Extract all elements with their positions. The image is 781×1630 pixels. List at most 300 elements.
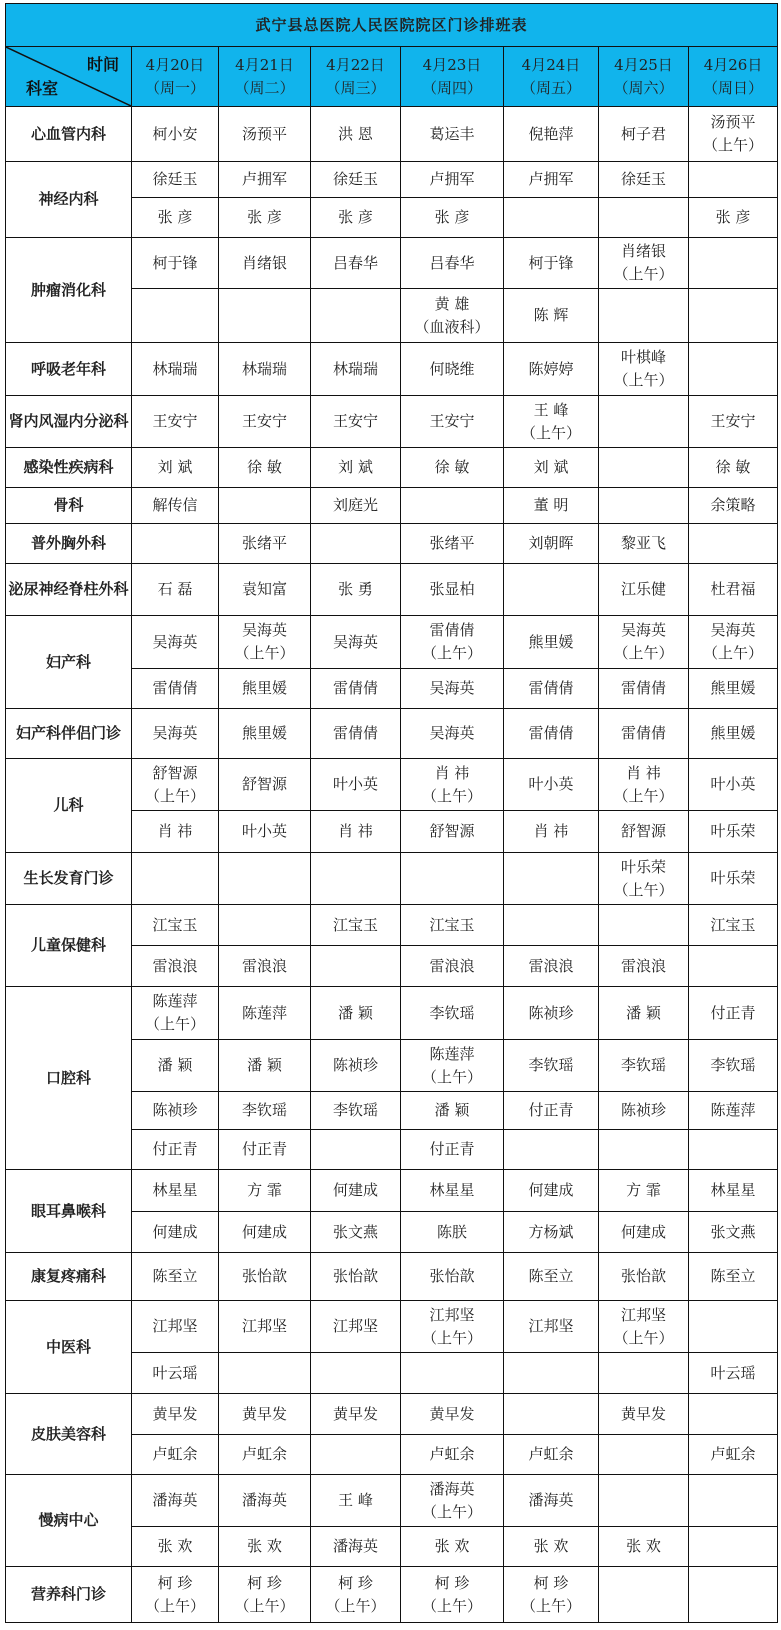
doctor-cell	[599, 1170, 689, 1212]
doctor-name: 张 彦	[157, 208, 193, 226]
doctor-cell	[401, 198, 504, 238]
doctor-cell	[401, 1212, 504, 1253]
doctor-name: 柯 珍	[157, 1573, 193, 1592]
doctor-name: 刘 斌	[533, 458, 569, 476]
doctor-cell	[689, 107, 778, 162]
doctor-cell	[132, 1475, 219, 1527]
doctor-cell	[132, 198, 219, 238]
day-weekday: （周三）	[325, 78, 386, 97]
doctor-name: 舒智源	[241, 775, 287, 793]
doctor-cell	[219, 524, 311, 564]
doctor-name: 潘 颖	[626, 1003, 661, 1022]
doctor-cell	[311, 1170, 401, 1212]
doctor-name: 雷倩倩	[620, 724, 666, 742]
doctor-name: 陈祯珍	[152, 1101, 198, 1119]
doctor-name: 潘海英	[429, 1479, 475, 1498]
doctor-cell	[689, 616, 778, 669]
department-name-line: 口腔科	[45, 1068, 91, 1087]
empty-cell	[599, 198, 689, 238]
doctor-name: 雷倩倩	[620, 679, 666, 697]
empty-cell	[689, 289, 778, 343]
doctor-cell	[504, 1040, 599, 1092]
schedule-row	[6, 396, 778, 448]
doctor-name: 林瑞瑞	[241, 359, 287, 378]
doctor-cell	[132, 946, 219, 987]
doctor-cell	[219, 1130, 311, 1170]
empty-cell	[504, 853, 599, 905]
doctor-name: 陈莲萍	[152, 992, 198, 1010]
doctor-name: 倪艳萍	[528, 124, 574, 143]
doctor-cell	[504, 811, 599, 853]
doctor-cell	[401, 162, 504, 198]
doctor-cell	[132, 1353, 219, 1394]
doctor-cell	[599, 709, 689, 759]
doctor-cell	[401, 1394, 504, 1435]
doctor-name: 张 欢	[533, 1537, 569, 1555]
day-header	[401, 47, 504, 107]
dept-label: 科室	[26, 79, 59, 98]
empty-cell	[132, 289, 219, 343]
doctor-name: 张 欢	[434, 1537, 470, 1555]
title-row	[6, 4, 778, 47]
doctor-name: 柯于锋	[528, 253, 574, 272]
doctor-cell	[132, 1092, 219, 1130]
doctor-cell	[401, 1130, 504, 1170]
department-name-line: 普外胸外科	[30, 534, 106, 552]
schedule-row	[6, 488, 778, 524]
day-header	[132, 47, 219, 107]
empty-cell	[311, 1130, 401, 1170]
doctor-cell	[504, 343, 599, 396]
department-name-line: 呼吸老年科	[30, 359, 106, 378]
doctor-cell	[311, 1475, 401, 1527]
doctor-cell	[401, 811, 504, 853]
doctor-name: 付正青	[528, 1101, 574, 1119]
doctor-name: 江宝玉	[152, 915, 198, 934]
doctor-cell	[401, 1170, 504, 1212]
doctor-cell	[219, 1567, 311, 1623]
doctor-name: 何晓维	[429, 359, 475, 378]
doctor-cell	[401, 1527, 504, 1567]
doctor-name: （上午）	[234, 644, 295, 662]
doctor-cell	[219, 564, 311, 616]
doctor-cell	[401, 1301, 504, 1353]
doctor-cell	[132, 616, 219, 669]
doctor-name: 方 霏	[626, 1181, 661, 1199]
doctor-cell	[401, 564, 504, 616]
doctor-cell	[132, 488, 219, 524]
doctor-name: 吴海英	[332, 632, 378, 651]
doctor-name: （上午）	[613, 1328, 674, 1347]
doctor-name: 叶乐荣	[710, 822, 756, 840]
doctor-cell	[504, 1435, 599, 1475]
doctor-name: 汤预平	[241, 124, 287, 143]
doctor-name: 余策略	[710, 496, 756, 514]
doctor-name: 吴海英	[152, 632, 198, 651]
doctor-cell	[401, 709, 504, 759]
doctor-cell	[689, 1435, 778, 1475]
department-name-line: 妇产科	[15, 724, 61, 742]
doctor-name: 江邦坚	[241, 1317, 287, 1335]
doctor-name: 付正青	[710, 1003, 756, 1022]
doctor-cell	[311, 396, 401, 448]
doctor-name: 方 霏	[247, 1181, 282, 1199]
doctor-cell	[132, 162, 219, 198]
doctor-name: 张怡歆	[620, 1267, 666, 1285]
schedule-table	[5, 3, 778, 1623]
doctor-name: 叶云瑶	[710, 1363, 756, 1382]
doctor-name: 肖 祎	[338, 822, 373, 840]
schedule-row	[6, 448, 778, 488]
doctor-cell	[401, 759, 504, 811]
doctor-cell	[504, 107, 599, 162]
doctor-name: 张显柏	[429, 580, 475, 598]
doctor-cell	[132, 1567, 219, 1623]
schedule-row	[6, 905, 778, 946]
doctor-cell	[599, 1394, 689, 1435]
day-header	[689, 47, 778, 107]
empty-cell	[132, 853, 219, 905]
doctor-name: 董 明	[533, 496, 569, 514]
doctor-cell	[311, 1212, 401, 1253]
doctor-name: （上午）	[703, 136, 764, 154]
empty-cell	[599, 1130, 689, 1170]
schedule-row	[6, 343, 778, 396]
doctor-cell	[311, 1527, 401, 1567]
doctor-cell	[599, 1527, 689, 1567]
doctor-name: 叶小英	[710, 775, 756, 793]
doctor-cell	[132, 448, 219, 488]
schedule-row	[6, 1394, 778, 1435]
doctor-name: 徐廷玉	[152, 170, 198, 188]
empty-cell	[311, 1435, 401, 1475]
department-name-line: 伴侣门诊	[61, 724, 122, 742]
doctor-cell	[504, 946, 599, 987]
doctor-cell	[401, 1567, 504, 1623]
doctor-name: 潘 颖	[338, 1003, 373, 1022]
doctor-cell	[401, 1253, 504, 1301]
doctor-name: 何建成	[241, 1222, 287, 1241]
doctor-cell	[219, 759, 311, 811]
department-name-line: 眼耳鼻喉科	[30, 1201, 106, 1220]
schedule-row	[6, 1170, 778, 1212]
doctor-name: 柯子君	[620, 124, 666, 143]
empty-cell	[689, 1567, 778, 1623]
doctor-cell	[599, 1092, 689, 1130]
doctor-name: 雷倩倩	[429, 621, 475, 639]
doctor-cell	[132, 1040, 219, 1092]
doctor-cell	[219, 1527, 311, 1567]
doctor-name: 潘 颖	[434, 1101, 470, 1119]
doctor-name: 徐 敏	[247, 458, 282, 476]
department-name	[6, 238, 132, 343]
department-name-line: 中医科	[45, 1337, 91, 1356]
doctor-name: （上午）	[421, 644, 482, 662]
doctor-cell	[504, 524, 599, 564]
doctor-cell	[689, 709, 778, 759]
doctor-cell	[599, 669, 689, 709]
schedule-row	[6, 564, 778, 616]
schedule-row	[6, 524, 778, 564]
doctor-cell	[311, 488, 401, 524]
empty-cell	[219, 853, 311, 905]
doctor-name: 雷浪浪	[241, 956, 287, 975]
doctor-name: 李钦瑶	[620, 1056, 666, 1074]
doctor-cell	[311, 1092, 401, 1130]
doctor-name: 肖 祎	[157, 822, 193, 840]
doctor-cell	[689, 987, 778, 1040]
schedule-row	[6, 853, 778, 905]
department-name-line: 脊柱外科	[68, 580, 129, 598]
doctor-name: （上午）	[421, 1067, 482, 1086]
department-name-line: 营养科门诊	[30, 1585, 106, 1603]
doctor-cell	[504, 1475, 599, 1527]
department-name	[6, 1567, 132, 1623]
doctor-name: 肖 祎	[434, 763, 470, 782]
doctor-name: 江宝玉	[429, 915, 475, 934]
doctor-cell	[132, 107, 219, 162]
doctor-cell	[219, 198, 311, 238]
department-name-line: 感染性疾病科	[23, 458, 114, 476]
doctor-name: 柯小安	[152, 124, 198, 143]
doctor-name: 王 峰	[338, 1491, 373, 1509]
department-name-line: 儿童保健科	[30, 936, 106, 954]
doctor-name: 柯 珍	[338, 1573, 373, 1592]
day-header	[311, 47, 401, 107]
doctor-cell	[219, 1040, 311, 1092]
doctor-cell	[599, 343, 689, 396]
empty-cell	[219, 289, 311, 343]
doctor-cell	[132, 987, 219, 1040]
doctor-cell	[132, 905, 219, 946]
doctor-cell	[504, 987, 599, 1040]
doctor-cell	[504, 396, 599, 448]
department-name	[6, 448, 132, 488]
department-name-line: 慢病中心	[38, 1511, 99, 1529]
doctor-cell	[401, 343, 504, 396]
doctor-cell	[504, 616, 599, 669]
doctor-cell	[311, 448, 401, 488]
day-header	[504, 47, 599, 107]
doctor-cell	[132, 1130, 219, 1170]
doctor-name: 叶小英	[528, 775, 574, 793]
doctor-name: 徐 敏	[434, 458, 470, 476]
day-header	[599, 47, 689, 107]
doctor-name: 张 欢	[157, 1537, 193, 1555]
doctor-name: 卢拥军	[241, 170, 287, 188]
doctor-cell	[311, 107, 401, 162]
doctor-cell	[401, 905, 504, 946]
doctor-cell	[311, 1040, 401, 1092]
doctor-name: （上午）	[613, 371, 674, 389]
department-name-line: 肿瘤消化科	[30, 280, 106, 299]
doctor-cell	[504, 1567, 599, 1623]
doctor-name: 舒智源	[152, 763, 198, 782]
doctor-name: 张 勇	[338, 580, 373, 598]
doctor-cell	[504, 1301, 599, 1353]
doctor-cell	[401, 238, 504, 289]
doctor-name: 柯于锋	[152, 253, 198, 272]
schedule-row	[6, 238, 778, 289]
doctor-name: 吴海英	[710, 621, 756, 639]
doctor-name: 张文燕	[710, 1222, 756, 1241]
empty-cell	[599, 488, 689, 524]
doctor-name: 林星星	[710, 1181, 756, 1199]
doctor-cell	[599, 1040, 689, 1092]
doctor-cell	[219, 448, 311, 488]
doctor-name: 付正青	[241, 1140, 287, 1158]
doctor-cell	[132, 238, 219, 289]
day-date: 4月20日	[145, 55, 205, 74]
doctor-name: 袁知富	[241, 580, 287, 598]
day-weekday: （周一）	[144, 78, 205, 97]
doctor-cell	[689, 198, 778, 238]
doctor-name: 叶小英	[241, 822, 287, 840]
department-name-line: 心血管内科	[30, 124, 106, 143]
doctor-name: 陈婷婷	[528, 359, 574, 378]
doctor-cell	[401, 1435, 504, 1475]
doctor-name: 林星星	[429, 1181, 475, 1199]
doctor-name: 肖 祎	[533, 822, 569, 840]
doctor-cell	[219, 1394, 311, 1435]
doctor-name: 陈祯珍	[528, 1003, 574, 1022]
empty-cell	[599, 1475, 689, 1527]
doctor-cell	[689, 853, 778, 905]
doctor-name: 柯 珍	[434, 1573, 470, 1592]
department-name	[6, 709, 132, 759]
doctor-name: （上午）	[613, 644, 674, 662]
day-header	[219, 47, 311, 107]
doctor-name: 何建成	[152, 1222, 198, 1241]
empty-cell	[504, 1130, 599, 1170]
doctor-name: 刘 斌	[157, 458, 193, 476]
empty-cell	[689, 1394, 778, 1435]
doctor-name: 李钦瑶	[429, 1003, 475, 1022]
doctor-cell	[132, 343, 219, 396]
doctor-cell	[311, 709, 401, 759]
doctor-cell	[401, 289, 504, 343]
doctor-name: （上午）	[613, 786, 674, 805]
doctor-name: （上午）	[421, 786, 482, 805]
doctor-cell	[689, 1353, 778, 1394]
department-name	[6, 396, 132, 448]
doctor-name: （上午）	[421, 1596, 482, 1615]
day-weekday: （周四）	[421, 78, 482, 97]
doctor-name: 江乐健	[620, 580, 666, 598]
doctor-cell	[689, 448, 778, 488]
doctor-name: （上午）	[421, 1502, 482, 1521]
empty-cell	[689, 162, 778, 198]
doctor-name: （上午）	[613, 265, 674, 283]
doctor-name: 张 欢	[247, 1537, 282, 1555]
doctor-name: 陈至立	[152, 1267, 198, 1285]
department-name	[6, 564, 132, 616]
doctor-cell	[599, 811, 689, 853]
doctor-name: 张怡歆	[332, 1267, 378, 1285]
schedule-row	[6, 107, 778, 162]
doctor-name: 陈祯珍	[620, 1101, 666, 1119]
doctor-cell	[311, 564, 401, 616]
empty-cell	[599, 905, 689, 946]
doctor-name: 张怡歆	[241, 1267, 287, 1285]
doctor-name: （上午）	[144, 786, 205, 805]
doctor-name: 张 欢	[626, 1537, 661, 1555]
doctor-cell	[504, 1527, 599, 1567]
day-weekday: （周日）	[703, 78, 764, 97]
doctor-cell	[401, 1040, 504, 1092]
empty-cell	[599, 448, 689, 488]
doctor-name: 张 彦	[434, 208, 470, 226]
empty-cell	[311, 289, 401, 343]
doctor-cell	[599, 946, 689, 987]
empty-cell	[219, 488, 311, 524]
doctor-name: 卢虹余	[152, 1445, 198, 1463]
doctor-name: 雷浪浪	[152, 956, 198, 975]
doctor-cell	[311, 1567, 401, 1623]
doctor-name: 黄 雄	[434, 294, 470, 313]
doctor-cell	[401, 669, 504, 709]
doctor-cell	[504, 759, 599, 811]
doctor-name: 李钦瑶	[528, 1056, 574, 1074]
doctor-cell	[311, 1301, 401, 1353]
doctor-cell	[689, 396, 778, 448]
doctor-cell	[311, 811, 401, 853]
doctor-cell	[311, 987, 401, 1040]
doctor-name: 陈莲萍	[710, 1101, 756, 1119]
doctor-name: 王安宁	[332, 412, 378, 430]
doctor-cell	[219, 709, 311, 759]
doctor-cell	[401, 1475, 504, 1527]
day-weekday: （周二）	[234, 78, 295, 97]
doctor-name: 付正青	[429, 1140, 475, 1158]
doctor-name: 刘朝晖	[528, 534, 574, 552]
empty-cell	[401, 1353, 504, 1394]
doctor-name: 柯 珍	[247, 1573, 282, 1592]
schedule-row	[6, 987, 778, 1040]
empty-cell	[599, 289, 689, 343]
empty-cell	[311, 524, 401, 564]
doctor-name: 吕春华	[332, 253, 378, 272]
doctor-name: 陈 辉	[533, 306, 569, 324]
doctor-cell	[311, 238, 401, 289]
day-date: 4月21日	[235, 55, 294, 74]
doctor-name: 潘海英	[152, 1491, 198, 1509]
header-row	[6, 47, 778, 107]
doctor-name: 卢虹余	[429, 1445, 475, 1463]
doctor-cell	[401, 524, 504, 564]
doctor-name: 陈祯珍	[332, 1056, 378, 1074]
doctor-name: 潘海英	[332, 1537, 378, 1555]
doctor-name: 熊里媛	[241, 679, 287, 697]
department-name	[6, 759, 132, 853]
doctor-name: 何建成	[528, 1181, 574, 1199]
doctor-cell	[689, 564, 778, 616]
doctor-name: 黎亚飞	[620, 534, 666, 552]
empty-cell	[504, 564, 599, 616]
department-name	[6, 616, 132, 709]
department-name	[6, 1475, 132, 1567]
doctor-cell	[599, 987, 689, 1040]
department-name	[6, 1394, 132, 1475]
doctor-name: 雷倩倩	[152, 679, 198, 697]
empty-cell	[132, 524, 219, 564]
doctor-name: 徐 敏	[715, 458, 751, 476]
doctor-name: 潘 颖	[157, 1056, 193, 1074]
day-weekday: （周六）	[613, 78, 674, 97]
doctor-cell	[504, 1212, 599, 1253]
doctor-name: 吴海英	[620, 621, 666, 639]
doctor-name: 熊里媛	[710, 724, 756, 742]
